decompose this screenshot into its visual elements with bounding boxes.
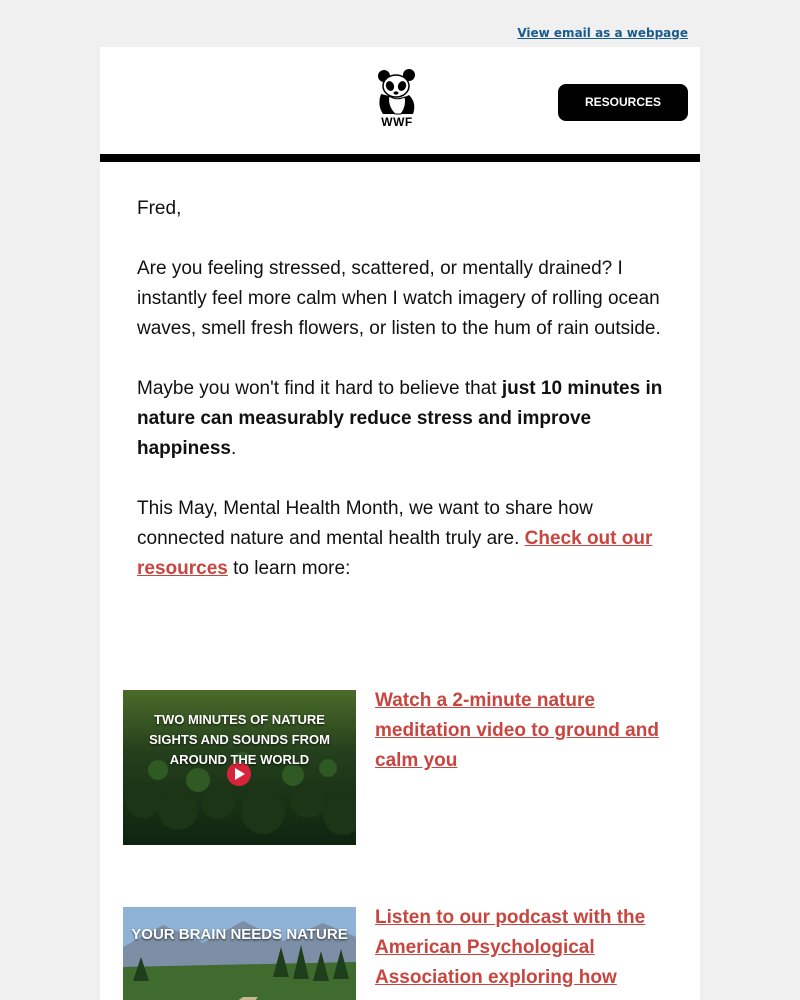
email-header bbox=[100, 47, 700, 154]
paragraph-2 bbox=[137, 374, 663, 464]
p3-start: This May, Mental Health Month, we want to share how connected nature and mental health truly are. bbox=[137, 498, 593, 549]
paragraph-3 bbox=[137, 494, 663, 584]
wwf-logo[interactable] bbox=[375, 69, 419, 133]
email-body bbox=[100, 162, 700, 584]
video-thumbnail[interactable] bbox=[123, 690, 356, 845]
email-card bbox=[100, 47, 700, 1000]
check-resources-link[interactable]: Check out our resources bbox=[137, 528, 653, 579]
header-divider bbox=[100, 154, 700, 162]
panda-icon bbox=[375, 69, 419, 115]
p2-bold: just 10 minutes in nature can measurably reduce stress and improve happiness bbox=[137, 378, 663, 459]
view-as-webpage-link[interactable]: View email as a webpage bbox=[517, 26, 688, 40]
p2-start: Maybe you won't find it hard to believe that bbox=[137, 378, 502, 399]
p2-end: . bbox=[230, 438, 237, 459]
video-thumbnail-title: TWO MINUTES OF NATURE SIGHTS AND SOUNDS FROM AROUND THE WORLD bbox=[149, 712, 330, 767]
p3-end: to learn more: bbox=[227, 558, 351, 579]
paragraph-1: Are you feeling stressed, scattered, or mentally drained? I instantly feel more calm when I watch imagery of rolling ocean waves, smell fresh flowers, or listen to the hum of rain outside. bbox=[137, 258, 661, 339]
listen-podcast-link[interactable]: Listen to our podcast with the American Psychological Association exploring how bbox=[375, 907, 646, 988]
podcast-thumbnail[interactable] bbox=[123, 907, 356, 1000]
podcast-thumbnail-title: YOUR BRAIN NEEDS NATURE bbox=[131, 926, 348, 943]
greeting: Fred, bbox=[137, 198, 182, 219]
wwf-logo-text: WWF bbox=[381, 115, 413, 129]
watch-video-link[interactable]: Watch a 2-minute nature meditation video to ground and calm you bbox=[375, 690, 659, 771]
resources-button[interactable]: RESOURCES bbox=[558, 84, 688, 121]
mountain-trail-image-icon bbox=[123, 907, 356, 1000]
